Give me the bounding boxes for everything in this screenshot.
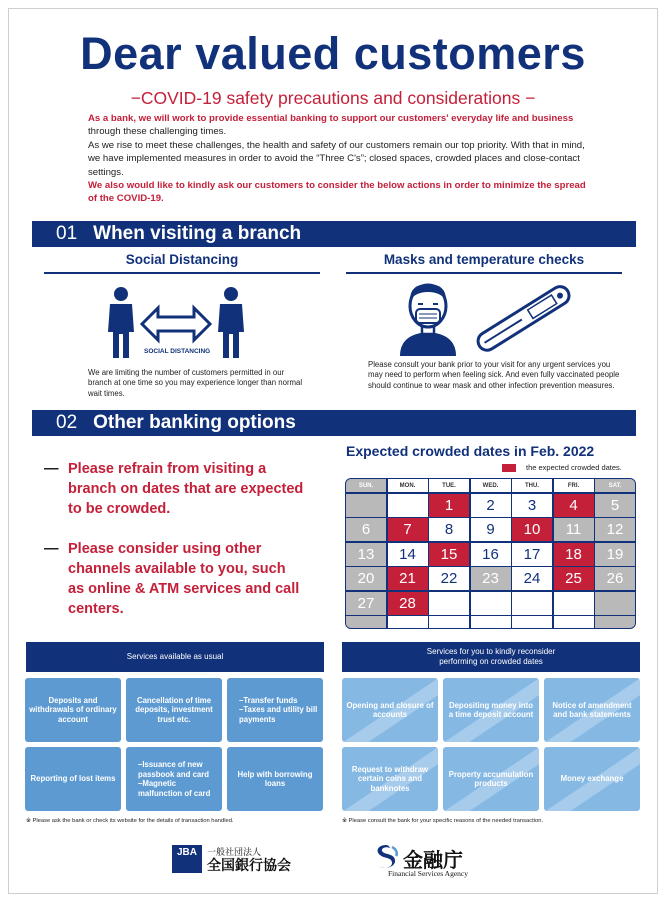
- person-left-icon: [108, 287, 134, 358]
- intro-text-2: As we rise to meet these challenges, the health and safety of our customers remain our top priority. With that in mind, we have implemented measures in order to avoid the “Three C's”; closed spaces, crowded places and close-contact settings.: [88, 139, 585, 178]
- calendar-empty-cell: [429, 592, 469, 615]
- calendar-weekday: THU.: [512, 479, 552, 492]
- calendar-empty-cell: [429, 616, 469, 629]
- calendar-empty-cell: [595, 616, 635, 629]
- service-usual-tile-label: Cancellation of time deposits, investment trust etc.: [135, 695, 213, 724]
- service-usual-tile: [126, 678, 222, 742]
- calendar-day-crowded: 28: [388, 592, 428, 615]
- bullet-dash: —: [44, 541, 59, 557]
- section-01-title: When visiting a branch: [93, 223, 302, 244]
- service-usual-tile: [227, 747, 323, 811]
- calendar-empty-cell: [388, 616, 428, 629]
- services-usual-heading: Services available as usual: [26, 642, 324, 672]
- calendar-day-crowded: 18: [554, 543, 594, 566]
- calendar: [345, 478, 636, 629]
- calendar-grid: [346, 479, 635, 628]
- mask-thermometer-illustration: [396, 280, 586, 356]
- service-usual-tile: [126, 747, 222, 811]
- calendar-empty-cell: [471, 616, 511, 629]
- calendar-day-crowded: 10: [512, 518, 552, 541]
- calendar-day: 13: [346, 543, 386, 566]
- service-usual-tile-label: –Issuance of new passbook and card –Magnetic malfunction of card: [138, 760, 211, 798]
- calendar-day-crowded: 4: [554, 494, 594, 517]
- calendar-day: 14: [388, 543, 428, 566]
- service-usual-tile: [227, 678, 323, 742]
- service-usual-tile-label: Deposits and withdrawals of ordinary account: [29, 695, 117, 724]
- calendar-day: 6: [346, 518, 386, 541]
- calendar-empty-cell: [595, 592, 635, 615]
- service-reconsider-tile-label: Opening and closure of accounts: [346, 700, 434, 719]
- calendar-empty-cell: [554, 592, 594, 615]
- calendar-weekday: TUE.: [429, 479, 469, 492]
- person-right-icon: [218, 287, 244, 358]
- social-distancing-text: We are limiting the number of customers permitted in our branch at one time so you may experience longer than normal wait times.: [88, 368, 303, 398]
- calendar-day-crowded: 15: [429, 543, 469, 566]
- calendar-day: 2: [471, 494, 511, 517]
- calendar-day: 27: [346, 592, 386, 615]
- service-reconsider-tile: [544, 678, 640, 742]
- calendar-day: 8: [429, 518, 469, 541]
- jba-small-text: 一般社団法人: [207, 848, 262, 858]
- service-reconsider-tile-label: Depositing money into a time deposit account: [448, 700, 534, 719]
- legend-swatch: [502, 464, 516, 472]
- calendar-day: 26: [595, 567, 635, 590]
- calendar-weekday: FRI.: [554, 479, 594, 492]
- bullet-dash: —: [44, 461, 59, 477]
- section-01-banner: [32, 221, 636, 247]
- service-reconsider-tile-label: Money exchange: [560, 774, 624, 784]
- intro-highlight-2: We also would like to kindly ask our customers to consider the below actions in order to minimize the spread of the COVID-19.: [88, 180, 586, 205]
- section-02-title: Other banking options: [93, 412, 296, 433]
- calendar-day: 19: [595, 543, 635, 566]
- calendar-day: 3: [512, 494, 552, 517]
- fsa-name: 金融庁: [403, 848, 463, 872]
- service-reconsider-tile: [342, 747, 438, 811]
- intro-highlight-1: As a bank, we will work to provide essential banking to support our customers' everyday life and business: [88, 113, 574, 124]
- fsa-logo-icon: [372, 843, 400, 871]
- social-distancing-label: SOCIAL DISTANCING: [144, 348, 211, 355]
- calendar-day: 16: [471, 543, 511, 566]
- calendar-weekday: SAT.: [595, 479, 635, 492]
- section-01-number: 01: [56, 223, 78, 244]
- bullet-channels-text: Please consider using other channels available to you, such as online & ATM services and call centers.: [68, 541, 300, 617]
- masks-underline: [346, 272, 622, 274]
- calendar-day: 24: [512, 567, 552, 590]
- calendar-day-crowded: 21: [388, 567, 428, 590]
- calendar-weekday: MON.: [388, 479, 428, 492]
- service-reconsider-tile-label: Notice of amendment and bank statements: [552, 700, 632, 719]
- calendar-day: 9: [471, 518, 511, 541]
- service-usual-tile: [25, 678, 121, 742]
- masks-heading: Masks and temperature checks: [383, 252, 585, 267]
- bullet-refrain: [44, 459, 304, 519]
- calendar-day: 5: [595, 494, 635, 517]
- masked-person-icon: [400, 284, 456, 356]
- calendar-empty-cell: [346, 616, 386, 629]
- service-reconsider-tile: [544, 747, 640, 811]
- section-02-banner: [32, 410, 636, 436]
- calendar-title: Expected crowded dates in Feb. 2022: [346, 443, 595, 459]
- jba-logo: JBA: [172, 845, 202, 873]
- calendar-day: 17: [512, 543, 552, 566]
- service-usual-tile: [25, 747, 121, 811]
- social-underline: [44, 272, 320, 274]
- social-distancing-heading: Social Distancing: [125, 252, 239, 267]
- service-reconsider-tile: [342, 678, 438, 742]
- services-reconsider-note: ※ Please consult the bank for your specific reasons of the needed transaction.: [342, 818, 544, 824]
- calendar-day: 23: [471, 567, 511, 590]
- calendar-weekday: WED.: [471, 479, 511, 492]
- legend-text: the expected crowded dates.: [526, 463, 622, 472]
- jba-name: 全国銀行協会: [207, 858, 291, 874]
- services-reconsider-heading: Services for you to kindly reconsider performing on crowded dates: [342, 642, 640, 672]
- service-reconsider-tile: [443, 678, 539, 742]
- section-02-number: 02: [56, 412, 78, 433]
- thermometer-icon: [475, 283, 573, 353]
- double-arrow-icon: [142, 308, 210, 340]
- service-reconsider-tile: [443, 747, 539, 811]
- calendar-day: 22: [429, 567, 469, 590]
- intro-text-1: through these challenging times.: [88, 126, 227, 138]
- page-subtitle: −COVID-19 safety precautions and considerations −: [130, 88, 536, 108]
- service-usual-tile-label: Help with borrowing loans: [237, 769, 313, 788]
- services-usual-note: ※ Please ask the bank or check its website for the details of transaction handled.: [26, 818, 234, 824]
- calendar-empty-cell: [512, 616, 552, 629]
- calendar-legend: [502, 463, 622, 472]
- service-reconsider-tile-label: Request to withdraw certain coins and banknotes: [351, 764, 429, 793]
- calendar-day-crowded: 25: [554, 567, 594, 590]
- calendar-day-crowded: 7: [388, 518, 428, 541]
- calendar-day: 12: [595, 518, 635, 541]
- calendar-day-crowded: 1: [429, 494, 469, 517]
- bullet-refrain-text: Please refrain from visiting a branch on dates that are expected to be crowded.: [68, 461, 304, 517]
- service-usual-tile-label: –Transfer funds –Taxes and utility bill payments: [239, 695, 318, 724]
- intro-text: [88, 112, 588, 206]
- calendar-empty-cell: [471, 592, 511, 615]
- bullet-channels: [44, 539, 304, 619]
- calendar-empty-cell: [346, 494, 386, 517]
- masks-text: Please consult your bank prior to your visit for any urgent services you may need to perform when feeling sick. And even fully vaccinated people should continue to wear mask and other infection prevention measures.: [368, 360, 620, 390]
- fsa-english-name: Financial Services Agency: [388, 869, 468, 878]
- calendar-weekday: SUN.: [346, 479, 386, 492]
- service-usual-tile-label: Reporting of lost items: [30, 774, 116, 784]
- page-title: Dear valued customers: [80, 28, 586, 79]
- service-reconsider-tile-label: Property accumulation products: [448, 769, 534, 788]
- calendar-empty-cell: [388, 494, 428, 517]
- calendar-day: 11: [554, 518, 594, 541]
- calendar-day: 20: [346, 567, 386, 590]
- calendar-empty-cell: [554, 616, 594, 629]
- calendar-empty-cell: [512, 592, 552, 615]
